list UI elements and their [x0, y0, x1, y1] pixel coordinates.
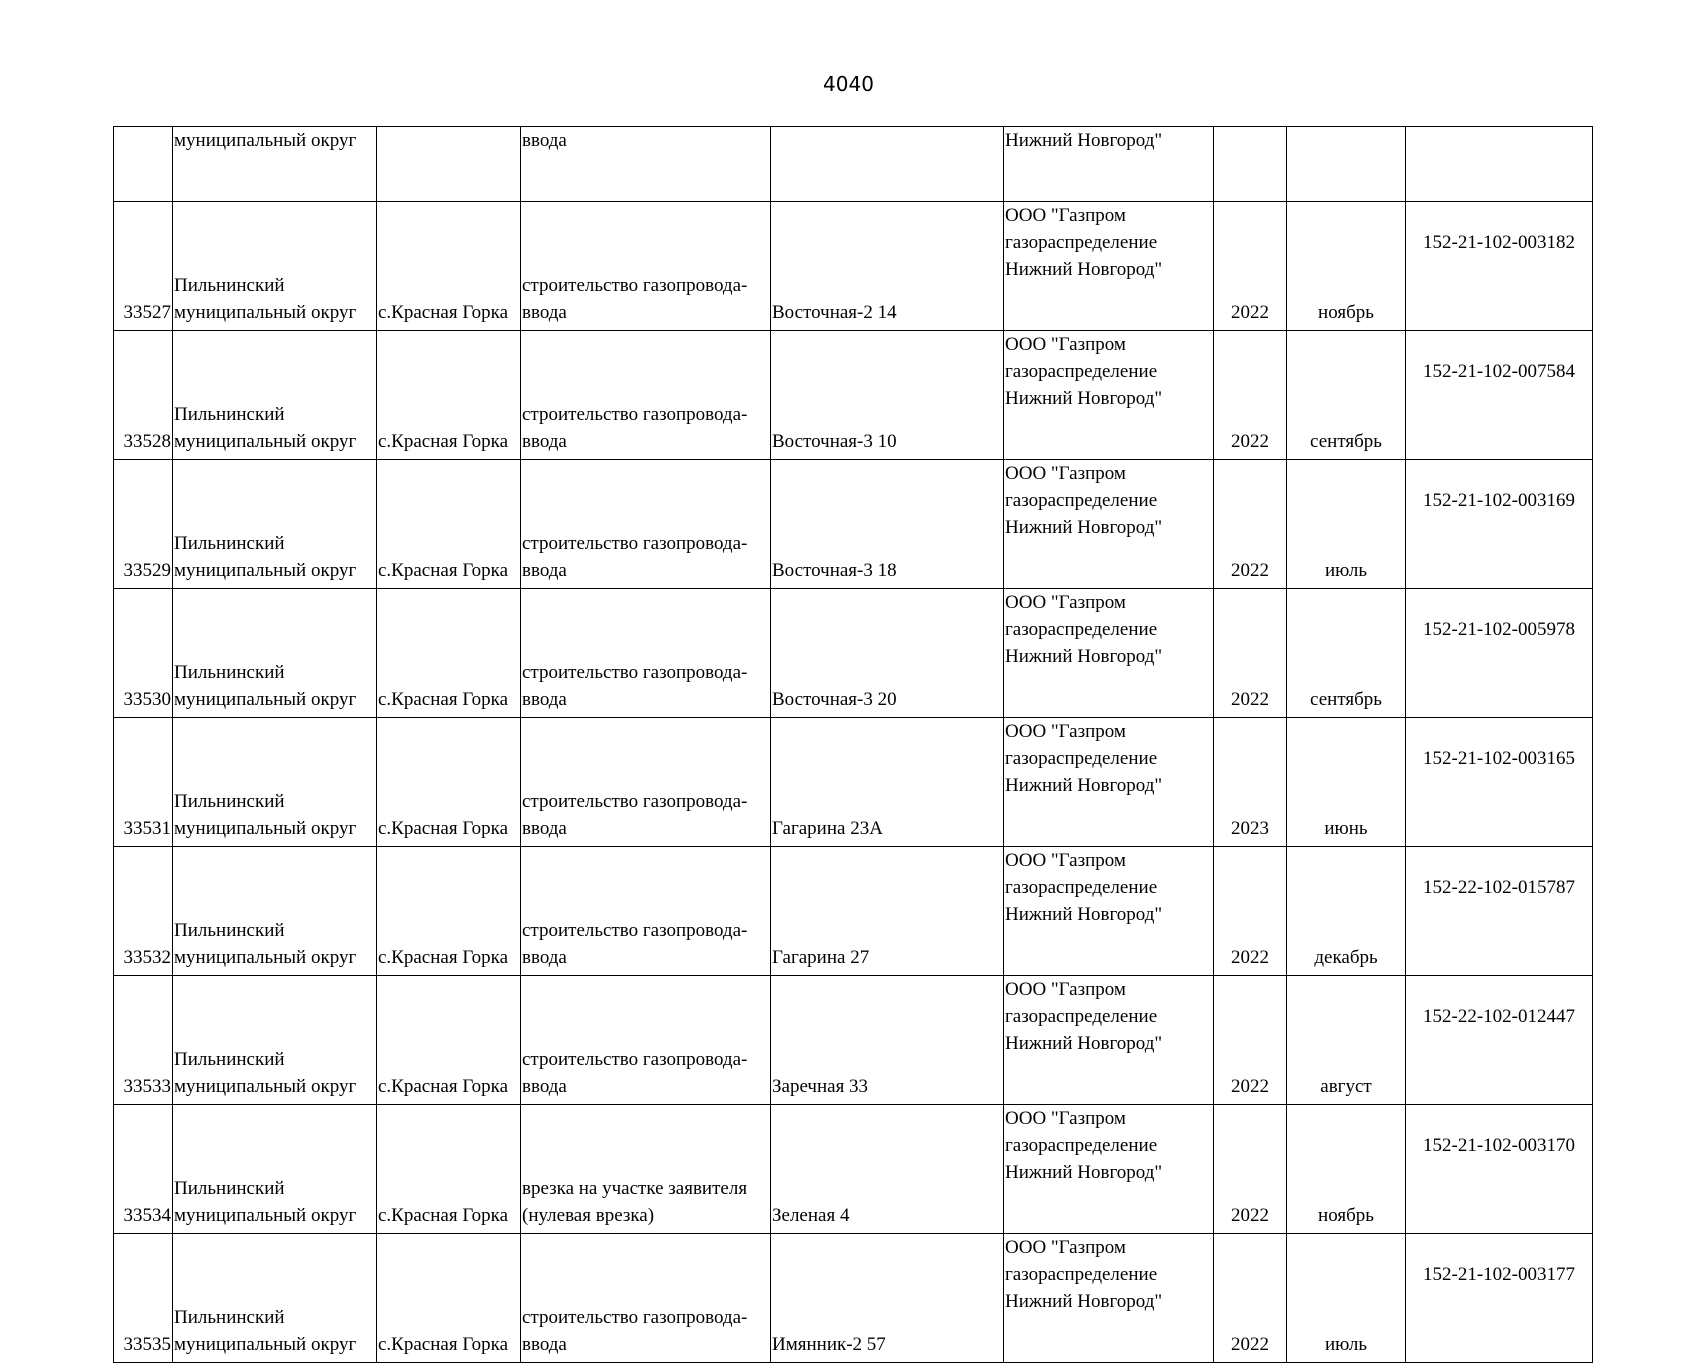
- cell-locality: с.Красная Горка: [377, 331, 521, 460]
- cell-code: 152-21-102-003170: [1406, 1105, 1593, 1234]
- cell-work: [521, 1105, 771, 1234]
- work-line-2: ввода: [522, 1076, 567, 1097]
- cell-org: [1004, 718, 1214, 847]
- cell-locality: [377, 127, 521, 202]
- org-line-3: Нижний Новгород": [1005, 388, 1163, 409]
- cell-num: 33527: [114, 202, 173, 331]
- district-line-2: муниципальный округ: [174, 947, 357, 968]
- cell-address: Зеленая 4: [771, 1105, 1004, 1234]
- cell-num: 33530: [114, 589, 173, 718]
- org-line-3: Нижний Новгород": [1005, 1291, 1163, 1312]
- cell-work: ввода: [521, 127, 771, 202]
- cell-org: [1004, 589, 1214, 718]
- registry-table: [113, 126, 1593, 1363]
- district-line-2: муниципальный округ: [174, 689, 357, 710]
- cell-month: июль: [1287, 460, 1406, 589]
- org-line-3: Нижний Новгород": [1005, 904, 1163, 925]
- cell-district: [173, 976, 377, 1105]
- cell-address: Восточная-3 10: [771, 331, 1004, 460]
- district-line-1: Пильнинский: [174, 791, 285, 812]
- cell-num: 33534: [114, 1105, 173, 1234]
- work-line-2: ввода: [522, 818, 567, 839]
- cell-code: 152-22-102-015787: [1406, 847, 1593, 976]
- org-line-2: газораспределение: [1005, 619, 1158, 640]
- cell-work: [521, 1234, 771, 1363]
- cell-address: [771, 127, 1004, 202]
- cell-month: ноябрь: [1287, 1105, 1406, 1234]
- table-body: [114, 127, 1593, 1363]
- cell-year: 2023: [1214, 718, 1287, 847]
- district-line-1: Пильнинский: [174, 275, 285, 296]
- cell-month: сентябрь: [1287, 589, 1406, 718]
- cell-locality: с.Красная Горка: [377, 1234, 521, 1363]
- cell-code: 152-21-102-003165: [1406, 718, 1593, 847]
- cell-year: 2022: [1214, 202, 1287, 331]
- org-line-1: ООО "Газпром: [1005, 592, 1126, 613]
- work-line-2: ввода: [522, 947, 567, 968]
- cell-locality: с.Красная Горка: [377, 718, 521, 847]
- cell-work: [521, 202, 771, 331]
- cell-code: 152-21-102-007584: [1406, 331, 1593, 460]
- page-number: 4040: [823, 72, 874, 96]
- cell-district: [173, 331, 377, 460]
- cell-district: [173, 718, 377, 847]
- org-line-2: газораспределение: [1005, 1264, 1158, 1285]
- cell-num: 33528: [114, 331, 173, 460]
- cell-month: ноябрь: [1287, 202, 1406, 331]
- cell-year: 2022: [1214, 847, 1287, 976]
- work-line-1: строительство газопровода-: [522, 275, 748, 296]
- cell-code: 152-22-102-012447: [1406, 976, 1593, 1105]
- cell-work: [521, 847, 771, 976]
- district-line-2: муниципальный округ: [174, 1076, 357, 1097]
- cell-address: Гагарина 23А: [771, 718, 1004, 847]
- work-line-1: строительство газопровода-: [522, 920, 748, 941]
- work-line-2: ввода: [522, 431, 567, 452]
- cell-year: 2022: [1214, 460, 1287, 589]
- cell-org: [1004, 331, 1214, 460]
- cell-num: 33533: [114, 976, 173, 1105]
- cell-year: 2022: [1214, 589, 1287, 718]
- cell-district: [173, 1105, 377, 1234]
- cell-address: Заречная 33: [771, 976, 1004, 1105]
- cell-address: Имянник-2 57: [771, 1234, 1004, 1363]
- org-line-1: ООО "Газпром: [1005, 979, 1126, 1000]
- cell-district: [173, 1234, 377, 1363]
- work-line-2: (нулевая врезка): [522, 1205, 655, 1226]
- org-line-2: газораспределение: [1005, 490, 1158, 511]
- org-line-2: газораспределение: [1005, 1135, 1158, 1156]
- table-row: [114, 1234, 1593, 1363]
- cell-month: сентябрь: [1287, 331, 1406, 460]
- cell-month: июль: [1287, 1234, 1406, 1363]
- work-line-2: ввода: [522, 560, 567, 581]
- cell-num: 33529: [114, 460, 173, 589]
- org-line-1: ООО "Газпром: [1005, 334, 1126, 355]
- table-row: [114, 202, 1593, 331]
- cell-address: Восточная-2 14: [771, 202, 1004, 331]
- cell-work: [521, 460, 771, 589]
- org-line-3: Нижний Новгород": [1005, 646, 1163, 667]
- table-row: [114, 460, 1593, 589]
- cell-org: [1004, 202, 1214, 331]
- org-line-1: ООО "Газпром: [1005, 1237, 1126, 1258]
- cell-code: 152-21-102-003169: [1406, 460, 1593, 589]
- cell-num: 33531: [114, 718, 173, 847]
- cell-org: [1004, 976, 1214, 1105]
- cell-month: [1287, 127, 1406, 202]
- cell-locality: с.Красная Горка: [377, 847, 521, 976]
- cell-year: 2022: [1214, 331, 1287, 460]
- table-row: [114, 589, 1593, 718]
- work-line-1: строительство газопровода-: [522, 1049, 748, 1070]
- cell-locality: с.Красная Горка: [377, 976, 521, 1105]
- cell-org: [1004, 460, 1214, 589]
- work-line-2: ввода: [522, 302, 567, 323]
- work-line-1: строительство газопровода-: [522, 791, 748, 812]
- org-line-1: ООО "Газпром: [1005, 205, 1126, 226]
- cell-code: 152-21-102-005978: [1406, 589, 1593, 718]
- cell-num: 33532: [114, 847, 173, 976]
- cell-year: 2022: [1214, 1105, 1287, 1234]
- cell-address: Восточная-3 20: [771, 589, 1004, 718]
- cell-district: [173, 460, 377, 589]
- district-line-1: Пильнинский: [174, 533, 285, 554]
- district-line-1: Пильнинский: [174, 1049, 285, 1070]
- org-line-3: Нижний Новгород": [1005, 1162, 1163, 1183]
- table-row: [114, 847, 1593, 976]
- org-line-3: Нижний Новгород": [1005, 259, 1163, 280]
- district-line-1: Пильнинский: [174, 1307, 285, 1328]
- org-line-2: газораспределение: [1005, 877, 1158, 898]
- org-line-1: ООО "Газпром: [1005, 1108, 1126, 1129]
- cell-month: август: [1287, 976, 1406, 1105]
- work-line-1: строительство газопровода-: [522, 662, 748, 683]
- cell-code: [1406, 127, 1593, 202]
- district-line-1: Пильнинский: [174, 920, 285, 941]
- work-line-1: строительство газопровода-: [522, 1307, 748, 1328]
- org-line-3: Нижний Новгород": [1005, 775, 1163, 796]
- table-row-continued: [114, 127, 1593, 202]
- cell-num: [114, 127, 173, 202]
- cell-locality: с.Красная Горка: [377, 1105, 521, 1234]
- district-line-2: муниципальный округ: [174, 1205, 357, 1226]
- cell-month: июнь: [1287, 718, 1406, 847]
- org-line-1: ООО "Газпром: [1005, 850, 1126, 871]
- district-line-2: муниципальный округ: [174, 302, 357, 323]
- cell-locality: с.Красная Горка: [377, 460, 521, 589]
- cell-code: 152-21-102-003182: [1406, 202, 1593, 331]
- cell-year: 2022: [1214, 976, 1287, 1105]
- cell-org: [1004, 847, 1214, 976]
- org-line-2: газораспределение: [1005, 1006, 1158, 1027]
- org-line-1: ООО "Газпром: [1005, 721, 1126, 742]
- cell-month: декабрь: [1287, 847, 1406, 976]
- org-line-1: ООО "Газпром: [1005, 463, 1126, 484]
- table-row: [114, 1105, 1593, 1234]
- district-line-1: Пильнинский: [174, 404, 285, 425]
- cell-code: 152-21-102-003177: [1406, 1234, 1593, 1363]
- cell-org: [1004, 1234, 1214, 1363]
- org-line-2: газораспределение: [1005, 232, 1158, 253]
- cell-address: Восточная-3 18: [771, 460, 1004, 589]
- cell-num: 33535: [114, 1234, 173, 1363]
- cell-address: Гагарина 27: [771, 847, 1004, 976]
- cell-district: [173, 589, 377, 718]
- cell-district: муниципальный округ: [173, 127, 377, 202]
- org-line-3: Нижний Новгород": [1005, 1033, 1163, 1054]
- district-line-2: муниципальный округ: [174, 560, 357, 581]
- cell-work: [521, 331, 771, 460]
- work-line-1: строительство газопровода-: [522, 404, 748, 425]
- table-row: [114, 976, 1593, 1105]
- org-line-2: газораспределение: [1005, 361, 1158, 382]
- district-line-2: муниципальный округ: [174, 1334, 357, 1355]
- cell-district: [173, 202, 377, 331]
- cell-org: Нижний Новгород": [1004, 127, 1214, 202]
- cell-district: [173, 847, 377, 976]
- org-line-3: Нижний Новгород": [1005, 517, 1163, 538]
- cell-work: [521, 718, 771, 847]
- table-row: [114, 718, 1593, 847]
- cell-work: [521, 976, 771, 1105]
- district-line-1: Пильнинский: [174, 662, 285, 683]
- table-row: [114, 331, 1593, 460]
- cell-year: [1214, 127, 1287, 202]
- cell-year: 2022: [1214, 1234, 1287, 1363]
- cell-work: [521, 589, 771, 718]
- org-line-2: газораспределение: [1005, 748, 1158, 769]
- district-line-2: муниципальный округ: [174, 818, 357, 839]
- work-line-1: строительство газопровода-: [522, 533, 748, 554]
- cell-org: [1004, 1105, 1214, 1234]
- work-line-2: ввода: [522, 689, 567, 710]
- work-line-1: врезка на участке заявителя: [522, 1178, 748, 1199]
- cell-locality: с.Красная Горка: [377, 202, 521, 331]
- district-line-1: Пильнинский: [174, 1178, 285, 1199]
- cell-locality: с.Красная Горка: [377, 589, 521, 718]
- district-line-2: муниципальный округ: [174, 431, 357, 452]
- work-line-2: ввода: [522, 1334, 567, 1355]
